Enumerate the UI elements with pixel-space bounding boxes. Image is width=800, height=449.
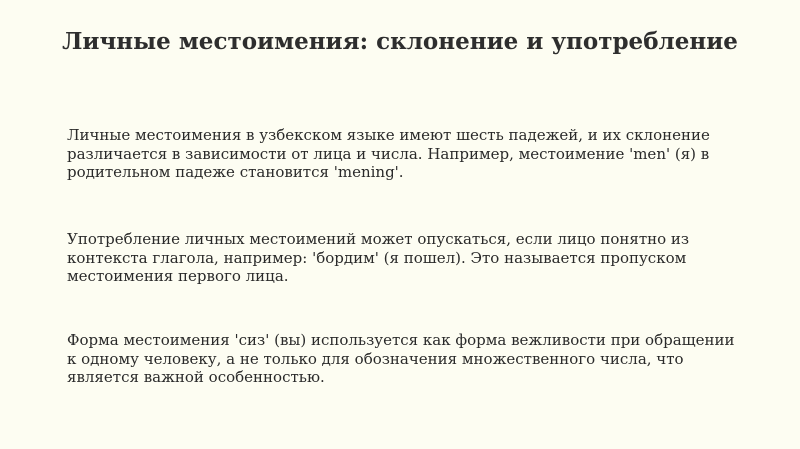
paragraph-cases: Личные местоимения в узбекском языке имеют шесть падежей, и их склонение различается в зависимости от лица и числа. Например, местоимение 'men' (я) в родительном падеже становится 'mening'. bbox=[67, 126, 710, 181]
slide-title: Личные местоимения: склонение и употребление bbox=[62, 28, 738, 55]
paragraph-omission: Употребление личных местоимений может опускаться, если лицо понятно из контекста глагола, например: 'бордим' (я пошел). Это называется пропуском местоимения первого лица. bbox=[67, 230, 690, 285]
paragraph-politeness: Форма местоимения 'сиз' (вы) используется как форма вежливости при обращении к одному человеку, а не только для обозначения множественного числа, что является важной особенностью. bbox=[67, 331, 735, 386]
